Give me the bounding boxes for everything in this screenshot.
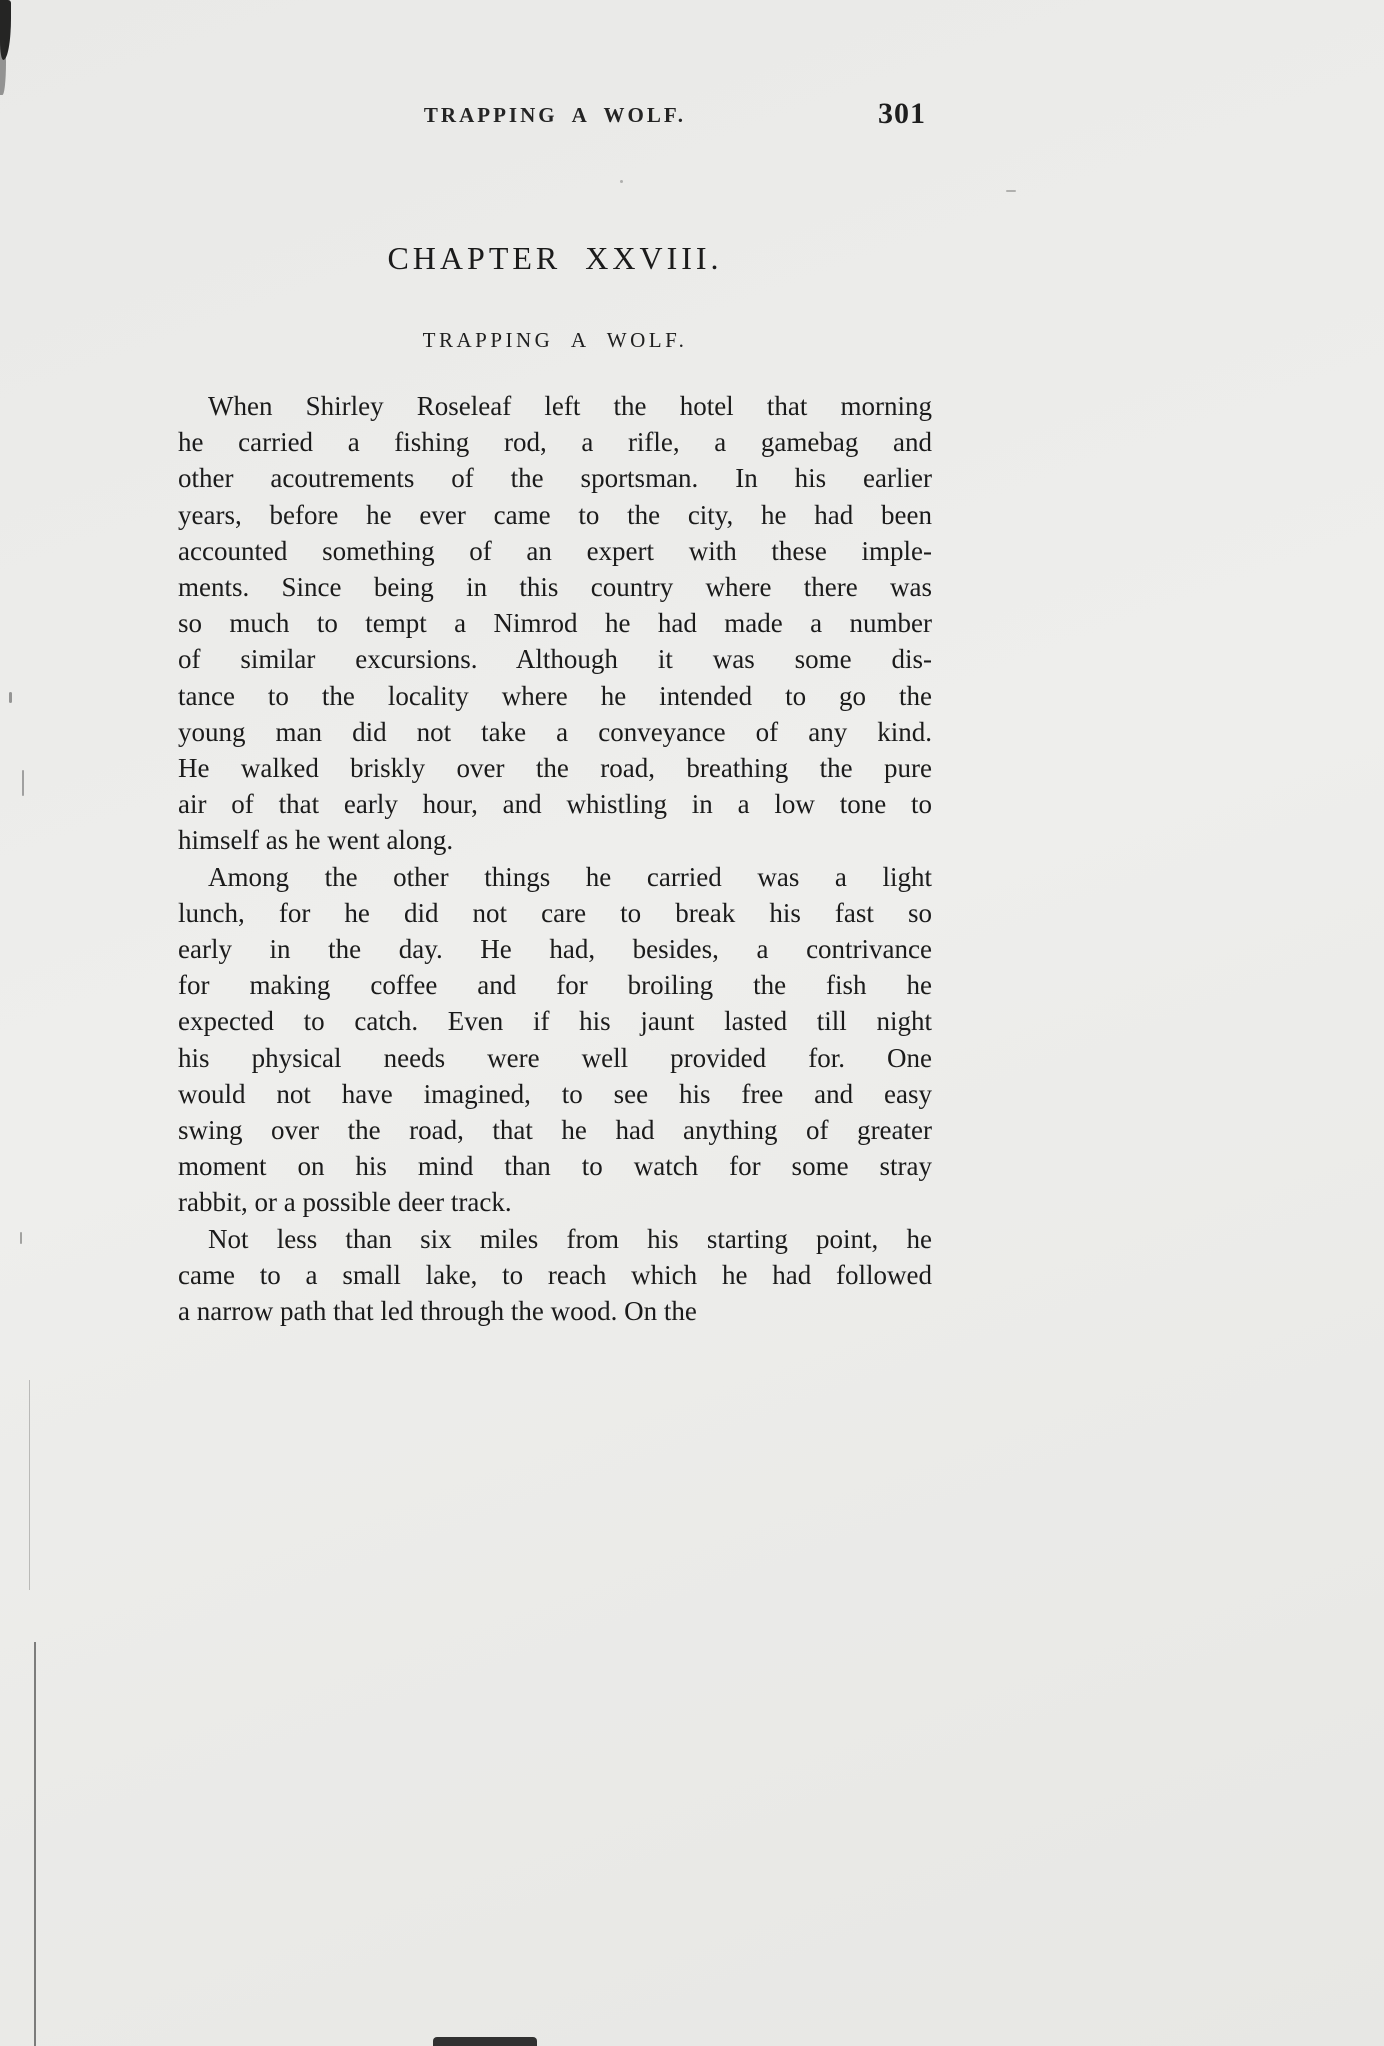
text-line: of similar excursions. Although it was some dis- [178,644,932,675]
section-title: TRAPPING A WOLF. [422,328,688,352]
text-line: he carried a fishing rod, a rifle, a gamebag and [178,427,932,458]
text-line: other acoutrements of the sportsman. In his earlier [178,463,932,494]
text-line: young man did not take a conveyance of any kind. [178,716,932,747]
paragraph [178,388,932,859]
text-line: himself as he went along. [178,825,454,856]
scan-artifact-tick [9,692,12,703]
text-line: rabbit, or a possible deer track. [178,1187,512,1218]
scan-artifact-speck [1006,190,1016,192]
text-line: ments. Since being in this country where there was [178,572,932,603]
text-line: Among the other things he carried was a light [208,861,932,892]
text-column [178,0,932,2046]
text-line: lunch, for he did not care to break his fast so [178,897,932,928]
scan-artifact-tick [22,770,24,796]
text-line: When Shirley Roseleaf left the hotel that morning [208,391,932,421]
text-line: moment on his mind than to watch for some stray [178,1151,932,1182]
scan-artifact-tick [20,1232,22,1244]
text-line: He walked briskly over the road, breathing the pure [178,753,932,784]
text-line: his physical needs were well provided for. One [178,1042,932,1073]
text-line: would not have imagined, to see his free and easy [178,1078,932,1109]
body-text [178,388,932,1329]
running-header [178,97,932,130]
text-line: Not less than six miles from his starting point, he [208,1223,932,1254]
paragraph [178,859,932,1221]
text-line: air of that early hour, and whistling in a low tone to [178,789,932,820]
scan-artifact-corner-shadow [0,40,6,95]
text-line: years, before he ever came to the city, he had been [178,499,932,530]
scan-artifact-corner [0,0,11,60]
scan-artifact-edge-line [34,1642,36,2046]
text-line: accounted something of an expert with these imple- [178,535,932,566]
text-line: a narrow path that led through the wood. On the [178,1296,697,1327]
paragraph [178,1221,932,1330]
page-number: 301 [878,97,926,130]
text-line: swing over the road, that he had anything of greater [178,1115,932,1146]
text-line: tance to the locality where he intended to go the [178,680,932,711]
text-line: early in the day. He had, besides, a contrivance [178,934,932,965]
scan-artifact-edge-line [29,1380,30,1590]
text-line: for making coffee and for broiling the fish he [178,970,932,1001]
text-line: came to a small lake, to reach which he had followed [178,1259,932,1290]
text-line: expected to catch. Even if his jaunt lasted till night [178,1006,932,1037]
running-title: TRAPPING A WOLF. [423,103,687,127]
chapter-heading: CHAPTER XXVIII. [387,240,723,276]
text-line: so much to tempt a Nimrod he had made a number [178,608,932,639]
